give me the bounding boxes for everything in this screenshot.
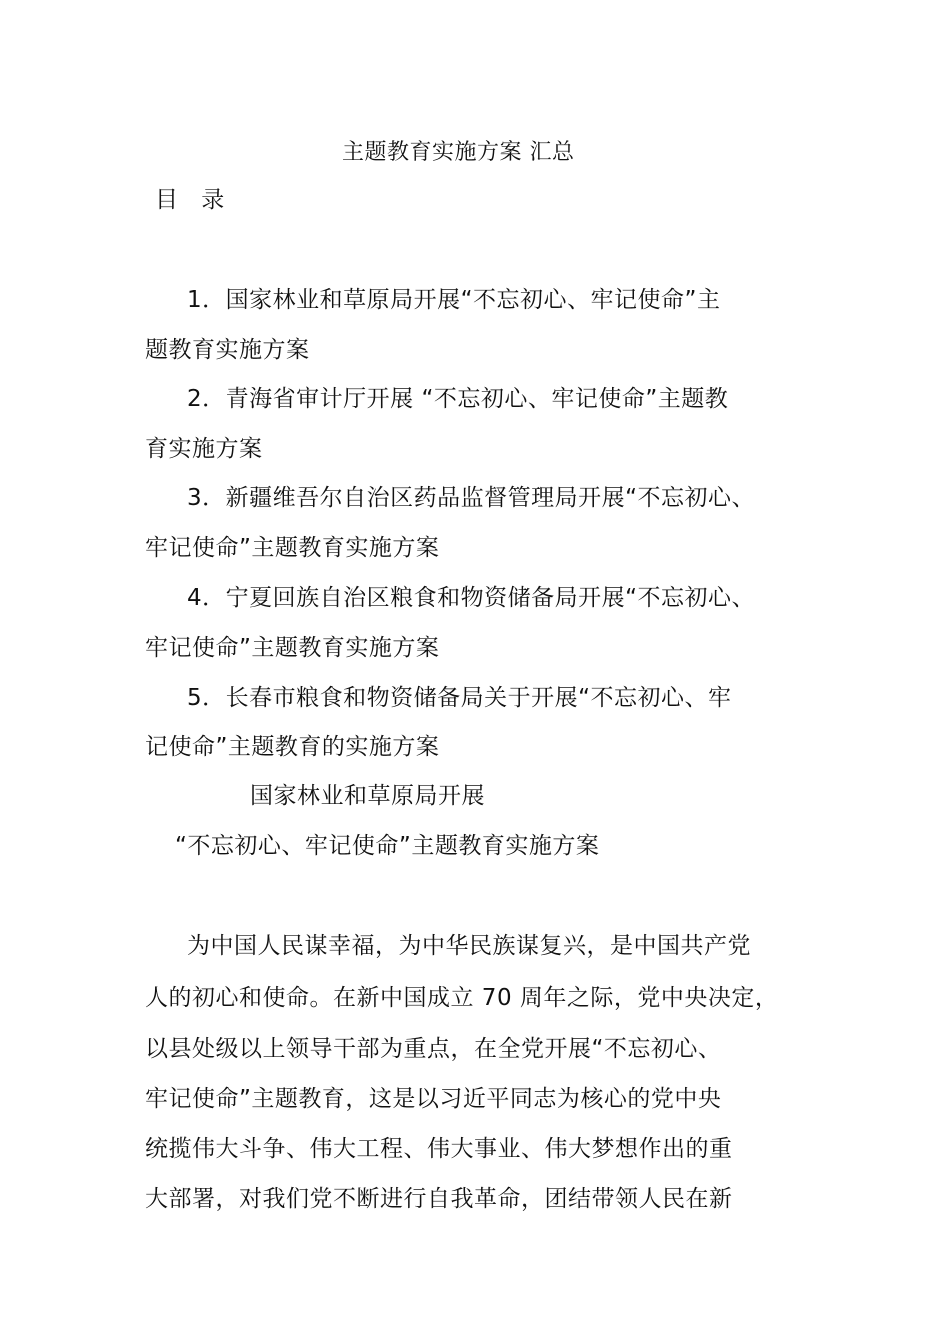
document-title: 主题教育实施方案 汇总 bbox=[342, 140, 575, 165]
section-title-line1: 国家林业和草原局开展 bbox=[250, 783, 485, 809]
body-line-1: 为中国人民谋幸福，为中华民族谋复兴，是中国共产党 bbox=[187, 933, 751, 959]
toc-item-3-line2: 牢记使命”主题教育实施方案 bbox=[145, 535, 440, 561]
toc-item-5-line1: 5．长春市粮食和物资储备局关于开展“不忘初心、牢 bbox=[187, 685, 732, 711]
toc-heading: 目 录 bbox=[155, 187, 233, 213]
body-line-2: 人的初心和使命。在新中国成立 70 周年之际，党中央决定， bbox=[145, 985, 779, 1011]
body-line-3: 以县处级以上领导干部为重点，在全党开展“不忘初心、 bbox=[145, 1036, 722, 1062]
body-line-5: 统揽伟大斗争、伟大工程、伟大事业、伟大梦想作出的重 bbox=[145, 1136, 733, 1162]
toc-item-2-line2: 育实施方案 bbox=[145, 436, 263, 462]
body-line-6: 大部署，对我们党不断进行自我革命，团结带领人民在新 bbox=[145, 1186, 733, 1212]
toc-item-3-line1: 3．新疆维吾尔自治区药品监督管理局开展“不忘初心、 bbox=[187, 485, 756, 511]
toc-item-5-line2: 记使命”主题教育的实施方案 bbox=[145, 734, 440, 760]
body-line-4: 牢记使命”主题教育，这是以习近平同志为核心的党中央 bbox=[145, 1086, 722, 1112]
toc-item-2-line1: 2．青海省审计厅开展 “不忘初心、牢记使命”主题教 bbox=[187, 386, 729, 412]
toc-item-4-line1: 4．宁夏回族自治区粮食和物资储备局开展“不忘初心、 bbox=[187, 585, 756, 611]
section-title-line2: “不忘初心、牢记使命”主题教育实施方案 bbox=[175, 833, 600, 859]
toc-item-4-line2: 牢记使命”主题教育实施方案 bbox=[145, 635, 440, 661]
toc-item-1-line1: 1．国家林业和草原局开展“不忘初心、牢记使命”主 bbox=[187, 287, 721, 313]
toc-item-1-line2: 题教育实施方案 bbox=[145, 337, 310, 363]
